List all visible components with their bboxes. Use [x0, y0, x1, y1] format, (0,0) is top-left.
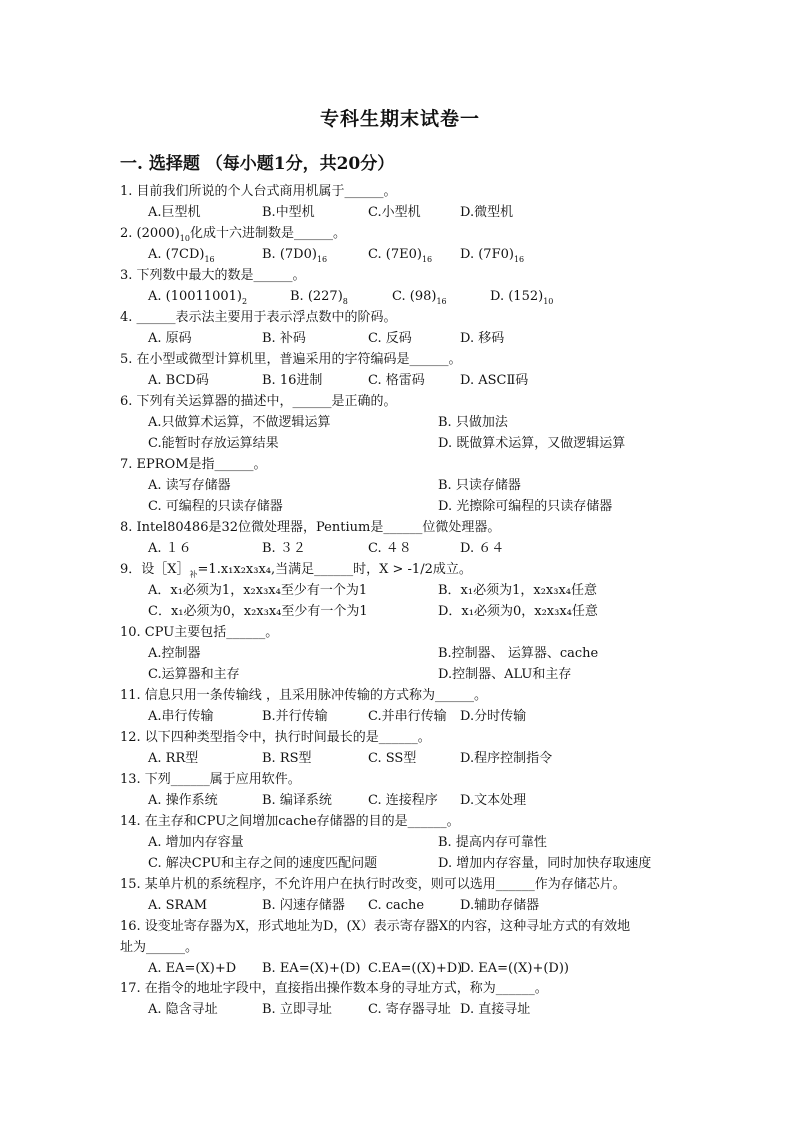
option-text: D.辅助存储器 [460, 898, 540, 913]
stem-text: 8. Intel80486是32位微处理器，Pentium是______位微处理器。 [120, 520, 501, 535]
option-c [368, 373, 425, 389]
option-c [148, 436, 279, 452]
subscript: 补 [189, 570, 198, 579]
stem-text: 16. 设变址寄存器为X，形式地址为D，(X）表示寄存器X的内容，这种寻址方式的有效地 [120, 919, 631, 934]
question-stem [120, 562, 472, 579]
option-c [368, 898, 424, 914]
option-text: C. 连接程序 [368, 793, 438, 808]
option-d [460, 793, 526, 809]
option-text: C. SS型 [368, 751, 417, 766]
stem-text: 17. 在指令的地址字段中，直接指出操作数本身的寻址方式，称为______。 [120, 981, 548, 996]
option-text: B. 只做加法 [438, 415, 508, 430]
option-text: D. ６４ [460, 541, 505, 556]
option-d [438, 436, 625, 452]
option-text: D．x₁必须为0，x₂x₃x₄任意 [438, 604, 598, 619]
stem-text: 10. CPU主要包括______。 [120, 625, 279, 640]
option-text: D. 光擦除可编程的只读存储器 [438, 499, 613, 514]
option-text: D. 既做算术运算，又做逻辑运算 [438, 436, 626, 451]
option-b [262, 373, 322, 389]
question-stem [120, 268, 306, 284]
option-text: A. 隐含寻址 [148, 1002, 218, 1017]
option-text: C. 可编程的只读存储器 [148, 499, 283, 514]
option-c [368, 331, 412, 347]
question-stem [120, 688, 487, 704]
option-text: A. (7CD) [148, 247, 205, 262]
option-a [148, 751, 198, 767]
stem-text: 4. ______表示法主要用于表示浮点数中的阶码。 [120, 310, 397, 325]
stem-text: 12. 以下四种类型指令中，执行时间最长的是______。 [120, 730, 431, 745]
question-stem [120, 184, 397, 200]
option-text: C. (98) [392, 289, 437, 304]
option-b [290, 289, 348, 306]
option-a [148, 1002, 218, 1018]
option-text: D.控制器、ALU和主存 [438, 667, 572, 682]
option-text: C.能暂时存放运算结果 [148, 436, 279, 451]
option-b [438, 646, 598, 662]
stem-text: 11. 信息只用一条传输线 ，且采用脉冲传输的方式称为______。 [120, 688, 487, 703]
option-b [262, 1002, 332, 1018]
stem-text: 14. 在主存和CPU之间增加cache存储器的目的是______。 [120, 814, 460, 829]
stem-text: 5. 在小型或微型计算机里，普遍采用的字符编码是______。 [120, 352, 462, 367]
question-stem [120, 352, 462, 368]
option-text: B．x₁必须为1，x₂x₃x₄任意 [438, 583, 597, 598]
option-text: C. 反码 [368, 331, 412, 346]
option-b [438, 415, 508, 431]
option-c [148, 856, 377, 872]
option-text: C. (7E0) [368, 247, 422, 262]
option-text: D. ASCⅡ码 [460, 373, 529, 388]
subscript: 2 [241, 297, 248, 306]
subscript: 10 [179, 234, 190, 243]
option-a [148, 205, 201, 221]
question-stem [120, 981, 548, 997]
option-a [148, 835, 244, 851]
option-d [460, 205, 513, 221]
option-text: A.只做算术运算，不做逻辑运算 [148, 415, 331, 430]
stem-text: 3. 下列数中最大的数是______。 [120, 268, 306, 283]
option-text: D. EA=((X)+(D)) [460, 961, 569, 976]
option-d [438, 667, 571, 683]
option-b [438, 478, 521, 494]
option-text: D. 增加内存容量，同时加快存取速度 [438, 856, 652, 871]
option-text: C. ４８ [368, 541, 412, 556]
option-a [148, 247, 215, 264]
stem-text: 9．设［X］ [120, 562, 190, 577]
option-c [368, 205, 421, 221]
option-text: A. 操作系统 [148, 793, 218, 808]
question-stem [120, 394, 397, 410]
stem-text: =1.x₁x₂x₃x₄,当满足______时，X > -1/2成立。 [197, 562, 472, 577]
option-a [148, 961, 236, 977]
option-c [368, 751, 416, 767]
option-b [262, 709, 328, 725]
option-d [460, 751, 552, 767]
option-b [262, 751, 312, 767]
subscript: 16 [316, 255, 328, 264]
option-b [262, 541, 306, 557]
option-text: B. (7D0) [262, 247, 317, 262]
question-stem [120, 772, 301, 788]
option-c [368, 541, 412, 557]
option-b [262, 205, 315, 221]
option-b [262, 247, 327, 264]
option-a [148, 331, 192, 347]
option-text: A. SRAM [148, 898, 208, 913]
question-stem [120, 310, 397, 326]
option-a [148, 583, 367, 599]
option-text: A. BCD码 [148, 373, 209, 388]
option-text: A. １６ [148, 541, 192, 556]
option-d [460, 331, 504, 347]
option-d [460, 247, 524, 264]
option-c [368, 709, 447, 725]
option-a [148, 415, 331, 431]
option-text: D. 直接寻址 [460, 1002, 531, 1017]
stem-text: 2. (2000) [120, 226, 180, 241]
option-d [438, 604, 598, 620]
option-a [148, 373, 209, 389]
option-text: B. 只读存储器 [438, 478, 521, 493]
option-text: A.控制器 [148, 646, 201, 661]
option-d [460, 709, 526, 725]
question-stem [120, 877, 626, 893]
option-text: C.运算器和主存 [148, 667, 240, 682]
option-text: B.控制器、 运算器、cache [438, 646, 599, 661]
option-a [148, 541, 192, 557]
option-text: B.并行传输 [262, 709, 328, 724]
option-text: B. EA=(X)+(D) [262, 961, 361, 976]
option-c [148, 667, 240, 683]
option-text: B. 补码 [262, 331, 306, 346]
option-a [148, 709, 214, 725]
option-c [368, 961, 462, 977]
option-b [262, 793, 332, 809]
subscript: 16 [204, 255, 215, 264]
option-text: A. 原码 [148, 331, 192, 346]
option-d [438, 856, 651, 872]
stem-text: 13. 下列______属于应用软件。 [120, 772, 301, 787]
option-text: D.文本处理 [460, 793, 527, 808]
option-b [438, 583, 597, 599]
subscript: 10 [543, 297, 554, 306]
question-stem [120, 457, 267, 473]
stem-text: 1. 目前我们所说的个人台式商用机属于______。 [120, 184, 397, 199]
option-a [148, 289, 247, 306]
option-text: A.串行传输 [148, 709, 214, 724]
option-text: D.微型机 [460, 205, 514, 220]
option-b [438, 835, 547, 851]
option-text: C．x₁必须为0，x₂x₃x₄至少有一个为1 [148, 604, 368, 619]
option-a [148, 646, 201, 662]
option-text: A.巨型机 [148, 205, 201, 220]
option-text: B. ３２ [262, 541, 306, 556]
subscript: 16 [421, 255, 433, 264]
option-text: C. 解决CPU和主存之间的速度匹配问题 [148, 856, 378, 871]
stem-text: 7. EPROM是指______。 [120, 457, 267, 472]
option-c [148, 499, 283, 515]
option-text: D. 移码 [460, 331, 505, 346]
option-text: D. (7F0) [460, 247, 514, 262]
question-stem [120, 919, 630, 935]
option-b [262, 961, 360, 977]
option-text: C. cache [368, 898, 425, 913]
option-b [262, 898, 345, 914]
option-text: A. 读写存储器 [148, 478, 231, 493]
option-text: C. 格雷码 [368, 373, 425, 388]
option-text: B.中型机 [262, 205, 315, 220]
option-text: A. (10011001) [148, 289, 242, 304]
question-stem [120, 625, 278, 641]
option-text: C.EA=((X)+D) [368, 961, 463, 976]
option-c [148, 604, 368, 620]
option-c [368, 793, 438, 809]
question-stem [120, 226, 346, 243]
option-c [368, 1002, 451, 1018]
option-text: D.程序控制指令 [460, 751, 553, 766]
option-text: D.分时传输 [460, 709, 527, 724]
option-d [460, 961, 569, 977]
option-text: A. 增加内存容量 [148, 835, 244, 850]
option-text: C. 寄存器寻址 [368, 1002, 451, 1017]
option-text: B. 闪速存储器 [262, 898, 345, 913]
option-d [490, 289, 553, 306]
option-text: D. (152) [490, 289, 544, 304]
question-stem-continued: 址为______。 [120, 940, 199, 955]
option-d [460, 898, 539, 914]
option-text: B. (227) [290, 289, 343, 304]
option-text: A. RR型 [148, 751, 199, 766]
option-text: B. 立即寻址 [262, 1002, 332, 1017]
option-d [460, 373, 528, 389]
option-a [148, 478, 231, 494]
option-b [262, 331, 306, 347]
option-text: A．x₁必须为1，x₂x₃x₄至少有一个为1 [148, 583, 368, 598]
option-a [148, 793, 218, 809]
subscript: 8 [342, 297, 348, 306]
question-stem [120, 814, 460, 830]
stem-text: 15. 某单片机的系统程序，不允许用户在执行时改变，则可以选用______作为存储芯片。 [120, 877, 626, 892]
option-d [460, 1002, 530, 1018]
option-text: B. 提高内存可靠性 [438, 835, 547, 850]
option-c [368, 247, 432, 264]
option-text: A. EA=(X)+D [148, 961, 237, 976]
subscript: 16 [513, 255, 525, 264]
section-heading: 一. 选择题 （每小题1分，共20分） [120, 154, 395, 174]
option-c [392, 289, 447, 306]
stem-text: 化成十六进制数是______。 [189, 226, 346, 241]
option-text: B. 编译系统 [262, 793, 332, 808]
subscript: 16 [436, 297, 447, 306]
question-stem [120, 730, 431, 746]
option-a [148, 898, 207, 914]
option-text: B. 16进制 [262, 373, 323, 388]
question-stem [120, 520, 500, 536]
option-text: C.并串行传输 [368, 709, 447, 724]
page-title: 专科生期末试卷一 [319, 108, 480, 130]
option-text: C.小型机 [368, 205, 421, 220]
option-text: B. RS型 [262, 751, 312, 766]
option-d [438, 499, 612, 515]
option-d [460, 541, 504, 557]
stem-text: 6. 下列有关运算器的描述中，______是正确的。 [120, 394, 397, 409]
